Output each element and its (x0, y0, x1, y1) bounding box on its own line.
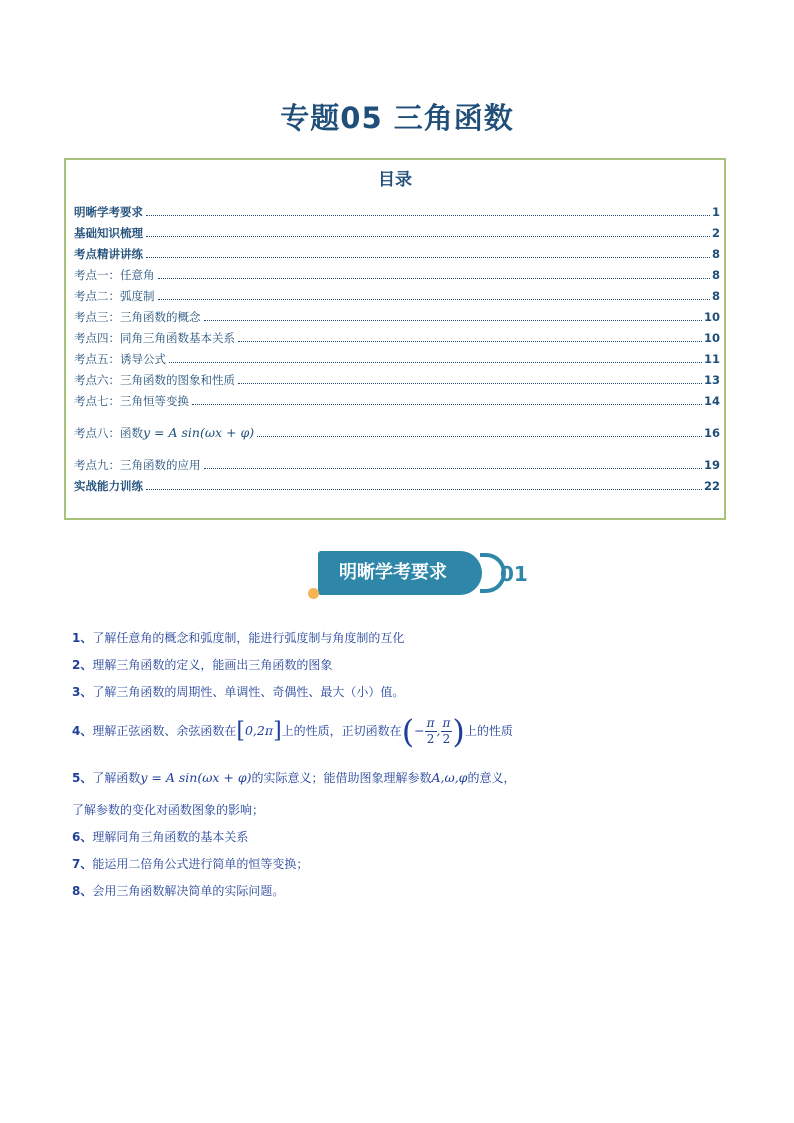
toc-entry-label: 实战能力训练 (74, 479, 143, 493)
comma: , (436, 723, 441, 738)
toc-entry-label: 考点八：函数 (74, 426, 143, 440)
toc-entry-label: 考点九：三角函数的应用 (74, 458, 201, 472)
fraction-numerator: π (442, 716, 451, 730)
requirement-text: 上的性质，正切函数在 (281, 724, 402, 738)
toc-entry-label: 考点七：三角恒等变换 (74, 394, 189, 408)
requirement-number: 8、 (72, 884, 93, 898)
toc-entry-page: 13 (703, 373, 720, 387)
requirement-text: 上的性质 (464, 724, 513, 738)
toc-leader (158, 277, 710, 279)
toc-leader (204, 319, 702, 321)
toc-entry[interactable] (74, 457, 720, 473)
decorative-dot (308, 588, 319, 599)
left-paren: ( (401, 712, 415, 751)
requirement-text: 的实际意义；能借助图象理解参数 (251, 771, 432, 785)
toc-entry[interactable] (74, 309, 720, 325)
toc-entry-label: 考点五：诱导公式 (74, 352, 166, 366)
section-banner-label: 明晰学考要求 (339, 562, 447, 583)
toc-entry-page: 22 (703, 479, 720, 493)
toc-entry-page: 14 (703, 394, 720, 408)
toc-entry-page: 8 (711, 268, 720, 282)
requirement-item (72, 828, 248, 846)
requirement-number: 1、 (72, 631, 93, 645)
toc-entry-label: 考点四：同角三角函数基本关系 (74, 331, 235, 345)
left-bracket: [ (236, 718, 245, 744)
toc-entry[interactable] (74, 393, 720, 409)
toc-leader (146, 256, 710, 258)
requirement-text: 理解同角三角函数的基本关系 (92, 830, 249, 844)
requirement-item (72, 656, 332, 674)
requirement-text: 理解三角函数的定义，能画出三角函数的图象 (92, 658, 333, 672)
toc-entry[interactable] (74, 288, 720, 304)
function-formula: y = A sin(ωx + φ) (140, 770, 252, 785)
toc-leader (192, 403, 702, 405)
requirement-number: 5、 (72, 771, 93, 785)
requirement-number: 7、 (72, 857, 93, 871)
toc-entry-label: 考点二：弧度制 (74, 289, 155, 303)
requirement-item (72, 629, 404, 647)
toc-leader (238, 382, 702, 384)
fraction-denominator: 2 (442, 732, 451, 746)
requirement-item (72, 882, 284, 900)
right-bracket: ] (273, 718, 282, 744)
requirement-text: 了解任意角的概念和弧度制，能进行弧度制与角度制的互化 (92, 631, 405, 645)
toc-entry-page: 11 (703, 352, 720, 366)
toc-entry-page: 19 (703, 458, 720, 472)
requirement-text: 了解三角函数的周期性、单调性、奇偶性、最大（小）值。 (92, 685, 405, 699)
toc-entry-page: 16 (703, 426, 720, 440)
toc-entry[interactable] (74, 425, 720, 441)
requirement-text: 了解参数的变化对函数图象的影响； (72, 803, 265, 817)
toc-entry-page: 1 (711, 205, 720, 219)
toc-entry[interactable] (74, 330, 720, 346)
page-title: 专题05 三角函数 (280, 101, 514, 135)
fraction-denominator: 2 (426, 732, 435, 746)
toc-leader (146, 235, 710, 237)
toc-leader (238, 340, 702, 342)
requirement-number: 2、 (72, 658, 93, 672)
requirement-number: 6、 (72, 830, 93, 844)
toc-entry[interactable] (74, 351, 720, 367)
interval-formula: 0,2π (244, 723, 274, 738)
requirement-number: 3、 (72, 685, 93, 699)
toc-entry[interactable] (74, 225, 720, 241)
toc-entry[interactable] (74, 204, 720, 220)
requirement-continuation (72, 801, 264, 819)
requirement-item (72, 712, 513, 751)
requirement-number: 4、 (72, 724, 93, 738)
toc-entry-formula: y = A sin(ωx + φ) (143, 425, 255, 440)
toc-entry-label: 明晰学考要求 (74, 205, 143, 219)
toc-entry-label: 考点六：三角函数的图象和性质 (74, 373, 235, 387)
section-banner (318, 551, 482, 595)
fraction-pi-over-2 (425, 716, 437, 747)
toc-entry[interactable] (74, 478, 720, 494)
toc-entry[interactable] (74, 372, 720, 388)
right-paren: ) (452, 712, 465, 751)
toc-entry-page: 2 (711, 226, 720, 240)
toc-entry-label: 基础知识梳理 (74, 226, 143, 240)
toc-entry-page: 8 (711, 289, 720, 303)
toc-leader (158, 298, 710, 300)
toc-entry[interactable] (74, 267, 720, 283)
requirement-text: 的意义， (467, 771, 516, 785)
section-banner-number: 01 (500, 562, 528, 586)
requirement-text: 会用三角函数解决简单的实际问题。 (92, 884, 285, 898)
requirement-item (72, 683, 404, 701)
toc-entry-page: 10 (703, 310, 720, 324)
requirement-item (72, 855, 308, 873)
toc-leader (146, 214, 710, 216)
toc-leader (146, 488, 702, 490)
toc-entry-page: 8 (711, 247, 720, 261)
requirement-text: 能运用二倍角公式进行简单的恒等变换； (92, 857, 309, 871)
toc-leader (204, 467, 702, 469)
fraction-numerator: π (426, 716, 435, 730)
toc-entry-label: 考点一：任意角 (74, 268, 155, 282)
minus-sign: − (414, 723, 425, 738)
fraction-pi-over-2 (441, 716, 453, 747)
toc-entry-page: 10 (703, 331, 720, 345)
toc-entry[interactable] (74, 246, 720, 262)
requirement-text: 理解正弦函数、余弦函数在 (92, 724, 237, 738)
toc-entry-label: 考点精讲讲练 (74, 247, 143, 261)
toc-leader (169, 361, 702, 363)
requirement-text: 了解函数 (92, 771, 141, 785)
toc-entry-label: 考点三：三角函数的概念 (74, 310, 201, 324)
toc-heading: 目录 (378, 170, 412, 190)
table-of-contents (64, 158, 726, 520)
toc-leader (257, 435, 702, 437)
parameter-list: A,ω,φ (431, 770, 468, 785)
requirement-item (72, 769, 515, 787)
